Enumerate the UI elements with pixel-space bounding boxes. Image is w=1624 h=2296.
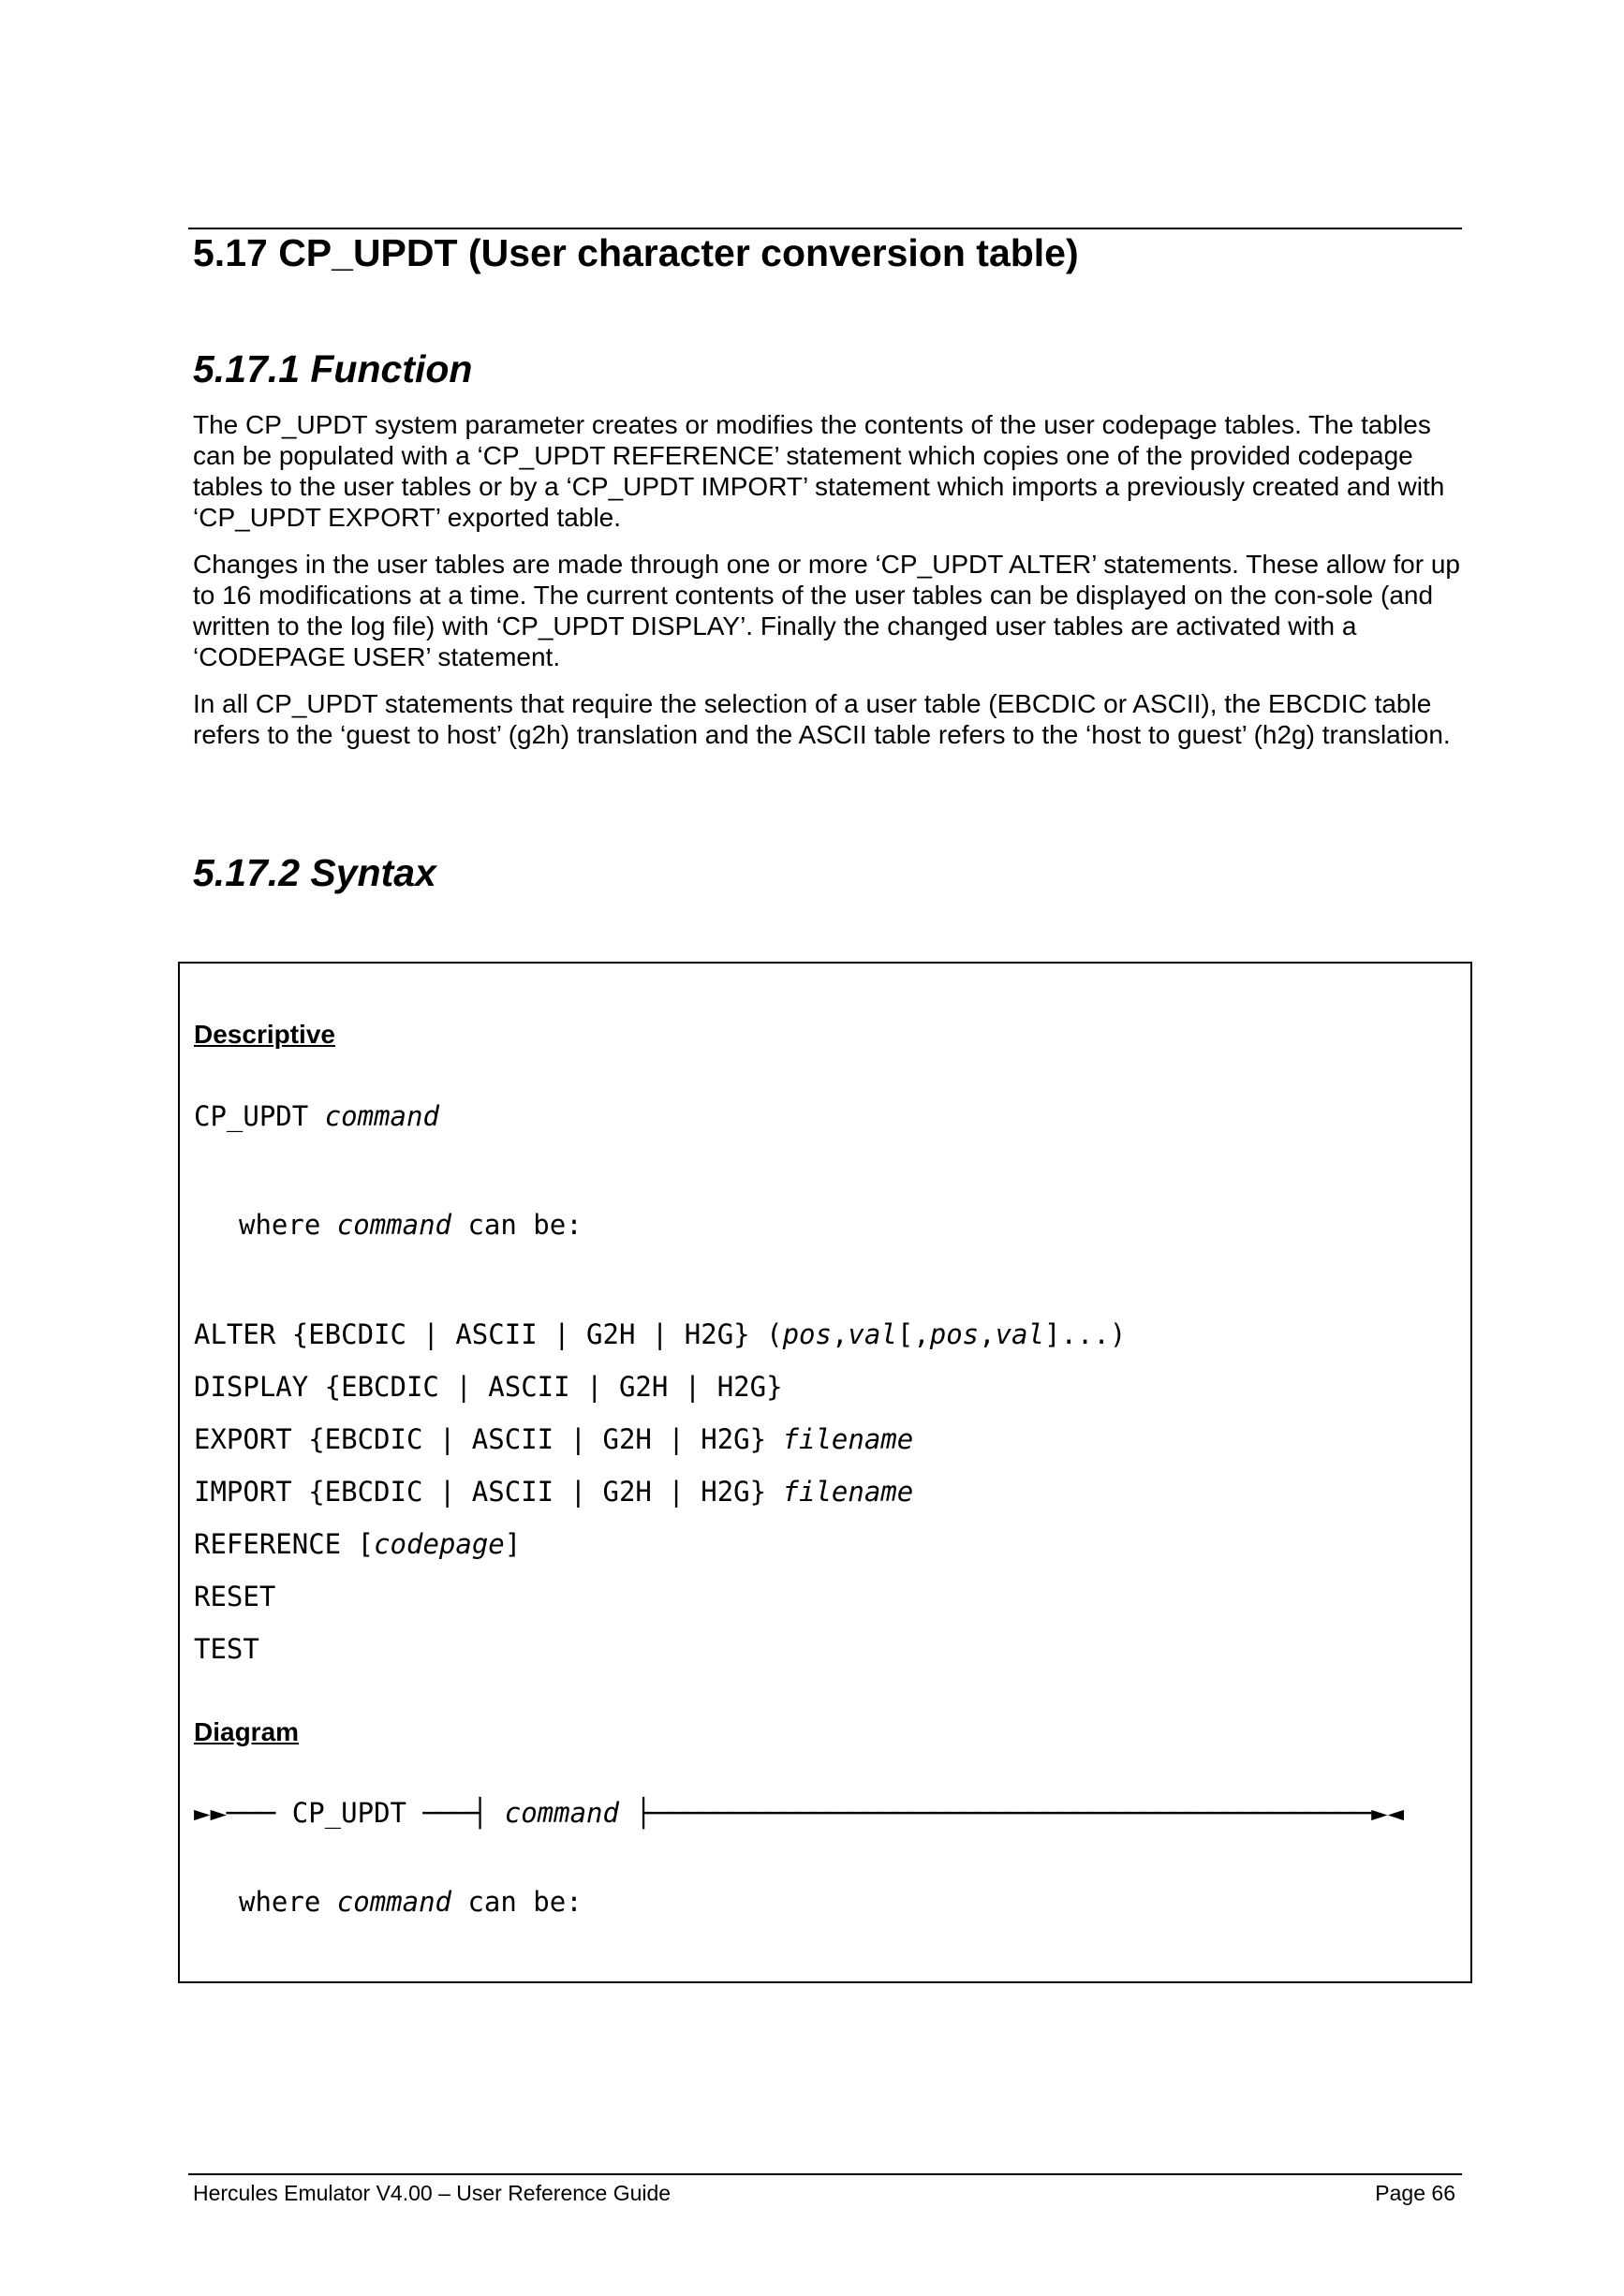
syntax-line-reset: RESET <box>194 1581 276 1612</box>
alter-pos: pos <box>929 1318 980 1350</box>
syntax-line-alter <box>194 1318 1126 1350</box>
diagram-command-name: CP_UPDT <box>291 1797 406 1829</box>
diagram-end: ├────────────────────────────────────────────►◄ <box>618 1797 1405 1829</box>
import-filename: filename <box>782 1476 914 1508</box>
section-title: 5.17 CP_UPDT (User character conversion table) <box>193 231 1079 274</box>
where-prefix: where <box>239 1209 321 1241</box>
footer-rule <box>188 2173 1462 2175</box>
alter-comma: , <box>979 1318 996 1350</box>
reference-end: ] <box>504 1528 522 1560</box>
command-line <box>194 1100 439 1132</box>
alter-comma: , <box>831 1318 849 1350</box>
diagram-command-placeholder: command <box>504 1797 619 1829</box>
export-keyword: EXPORT {EBCDIC | ASCII | G2H | H2G} <box>194 1423 783 1455</box>
alter-bracket: [, <box>896 1318 930 1350</box>
paragraph: In all CP_UPDT statements that require the selection of a user table (EBCDIC or ASCII), the EBCDIC table refers to the ‘guest to host’ (g2h) translation and the ASCII table refers to the ‘host to guest’ (h2g) translation. <box>193 689 1451 749</box>
railroad-diagram <box>194 1797 1404 1829</box>
where-suffix: can be: <box>467 1886 583 1918</box>
where-prefix: where <box>239 1886 321 1918</box>
import-keyword: IMPORT {EBCDIC | ASCII | G2H | H2G} <box>194 1476 783 1508</box>
syntax-heading: 5.17.2 Syntax <box>193 851 436 894</box>
diagram-start: ►►─── <box>194 1797 292 1829</box>
export-filename: filename <box>782 1423 914 1455</box>
where-line <box>239 1209 583 1241</box>
syntax-line-import <box>194 1476 913 1508</box>
syntax-box <box>178 962 1472 1983</box>
alter-val: val <box>995 1318 1044 1350</box>
footer-title: Hercules Emulator V4.00 – User Reference Guide <box>193 2181 672 2205</box>
alter-keyword: ALTER {EBCDIC | ASCII | G2H | H2G} <box>194 1318 767 1350</box>
where-word: command <box>336 1209 451 1241</box>
diagram-where-line <box>239 1886 583 1918</box>
paragraph: The CP_UPDT system parameter creates or modifies the contents of the user codepage tables. The tables can be populated with a ‘CP_UPDT REFERENCE’ statement which copies one of the provided codepage tables to the user tables or by a ‘CP_UPDT IMPORT’ statement which imports a previously created and with ‘CP_UPDT EXPORT’ exported table. <box>193 410 1445 532</box>
command-placeholder: command <box>324 1100 439 1132</box>
page-number: Page 66 <box>1375 2181 1455 2205</box>
syntax-line-test: TEST <box>194 1633 259 1665</box>
alter-pos: pos <box>782 1318 832 1350</box>
diagram-connector: ───┤ <box>406 1797 505 1829</box>
alter-end: ]...) <box>1043 1318 1127 1350</box>
alter-val: val <box>848 1318 897 1350</box>
where-word: command <box>336 1886 451 1918</box>
paragraph: Changes in the user tables are made through one or more ‘CP_UPDT ALTER’ statements. These allow for up to 16 modifications at a time. The current contents of the user tables can be displayed on the con-sole (and written to the log file) with ‘CP_UPDT DISPLAY’. Finally the changed user tables are activated with a ‘CODEPAGE USER’ statement. <box>193 550 1460 671</box>
alter-open: ( <box>766 1318 783 1350</box>
syntax-line-reference <box>194 1528 521 1560</box>
syntax-line-export <box>194 1423 913 1455</box>
function-heading: 5.17.1 Function <box>193 347 473 390</box>
where-suffix: can be: <box>467 1209 583 1241</box>
command-name: CP_UPDT <box>194 1100 309 1132</box>
reference-codepage: codepage <box>374 1528 505 1560</box>
diagram-label: Diagram <box>194 1717 300 1746</box>
function-body <box>193 409 1462 766</box>
descriptive-label: Descriptive <box>194 1020 335 1049</box>
reference-keyword: REFERENCE [ <box>194 1528 375 1560</box>
syntax-line-display: DISPLAY {EBCDIC | ASCII | G2H | H2G} <box>194 1371 783 1403</box>
